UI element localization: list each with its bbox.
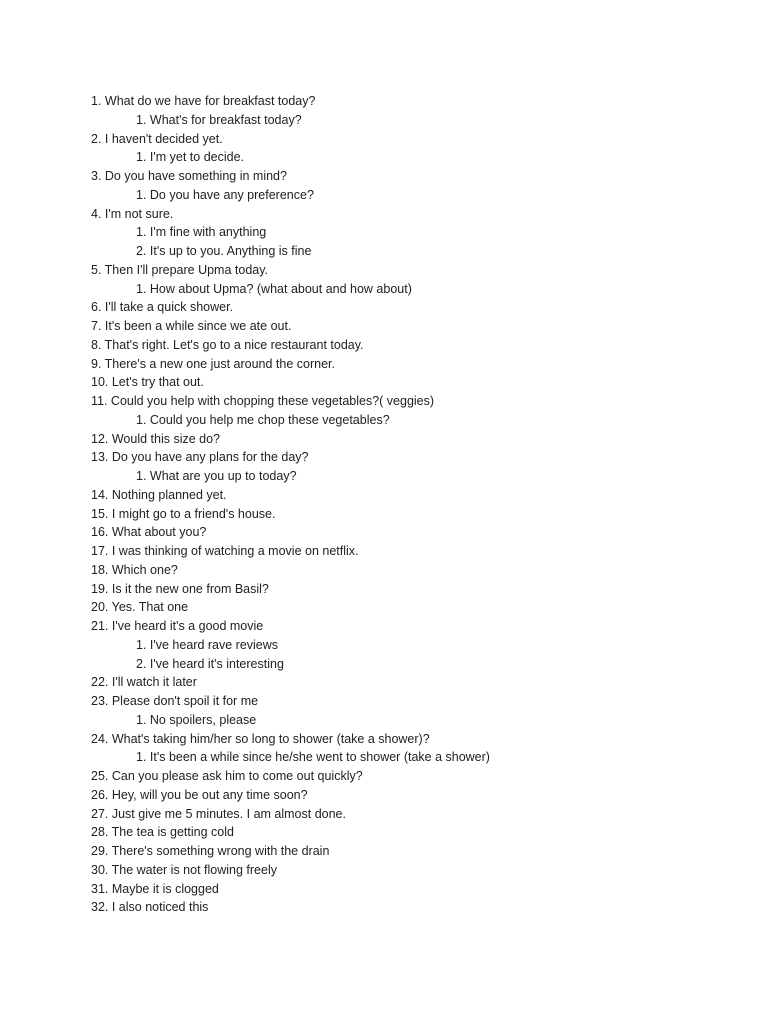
list-item: 4. I'm not sure. xyxy=(91,206,174,221)
sub-list-item: 2. It's up to you. Anything is fine xyxy=(136,244,312,258)
list-item: 15. I might go to a friend's house. xyxy=(91,506,276,521)
sub-list-item: 1. How about Upma? (what about and how about) xyxy=(136,281,412,296)
list-item: 7. It's been a while since we ate out. xyxy=(91,319,292,333)
list-item: 31. Maybe it is clogged xyxy=(91,881,219,896)
list-item: 26. Hey, will you be out any time soon? xyxy=(91,787,308,802)
sub-list-item: 1. It's been a while since he/she went to shower (take a shower) xyxy=(136,750,490,765)
list-item: 28. The tea is getting cold xyxy=(91,825,234,840)
list-item: 17. I was thinking of watching a movie on netflix. xyxy=(91,544,359,558)
sub-list-item: 1. What are you up to today? xyxy=(136,469,297,483)
sub-list-item: 1. What's for breakfast today? xyxy=(136,112,302,127)
list-item: 8. That's right. Let's go to a nice restaurant today. xyxy=(91,337,364,352)
list-item: 12. Would this size do? xyxy=(91,431,221,446)
list-item: 25. Can you please ask him to come out quickly? xyxy=(91,769,363,783)
list-item: 32. I also noticed this xyxy=(91,900,209,915)
list-item: 13. Do you have any plans for the day? xyxy=(91,450,309,465)
list-item: 9. There's a new one just around the corner. xyxy=(91,356,335,371)
list-item: 30. The water is not flowing freely xyxy=(91,862,277,877)
list-item: 6. I'll take a quick shower. xyxy=(91,300,234,315)
list-item: 10. Let's try that out. xyxy=(91,375,204,390)
list-item: 21. I've heard it's a good movie xyxy=(91,619,264,633)
sub-list-item: 1. No spoilers, please xyxy=(136,712,257,727)
sub-list-item: 1. I'm yet to decide. xyxy=(136,150,244,165)
phrase-list xyxy=(91,92,490,917)
list-item: 22. I'll watch it later xyxy=(91,675,197,690)
sub-list-item: 1. Could you help me chop these vegetables? xyxy=(136,412,390,427)
sub-list-item: 1. I've heard rave reviews xyxy=(136,637,279,652)
list-item: 20. Yes. That one xyxy=(91,600,189,615)
list-item: 3. Do you have something in mind? xyxy=(91,169,287,183)
list-item: 16. What about you? xyxy=(91,525,207,540)
list-item: 29. There's something wrong with the drain xyxy=(91,844,330,858)
sub-list-item: 1. I'm fine with anything xyxy=(136,225,267,240)
list-item: 23. Please don't spoil it for me xyxy=(91,694,259,708)
sub-list-item: 2. I've heard it's interesting xyxy=(136,656,284,671)
list-item: 5. Then I'll prepare Upma today. xyxy=(91,262,269,277)
list-item: 18. Which one? xyxy=(91,562,178,577)
sub-list-item: 1. Do you have any preference? xyxy=(136,187,314,202)
list-item: 2. I haven't decided yet. xyxy=(91,131,223,146)
list-item: 11. Could you help with chopping these vegetables?( veggies) xyxy=(91,394,435,408)
list-item: 1. What do we have for breakfast today? xyxy=(91,94,316,108)
list-item: 14. Nothing planned yet. xyxy=(91,487,227,502)
list-item: 19. Is it the new one from Basil? xyxy=(91,581,269,596)
list-item: 24. What's taking him/her so long to shower (take a shower)? xyxy=(91,731,430,746)
list-item: 27. Just give me 5 minutes. I am almost done. xyxy=(91,806,346,821)
